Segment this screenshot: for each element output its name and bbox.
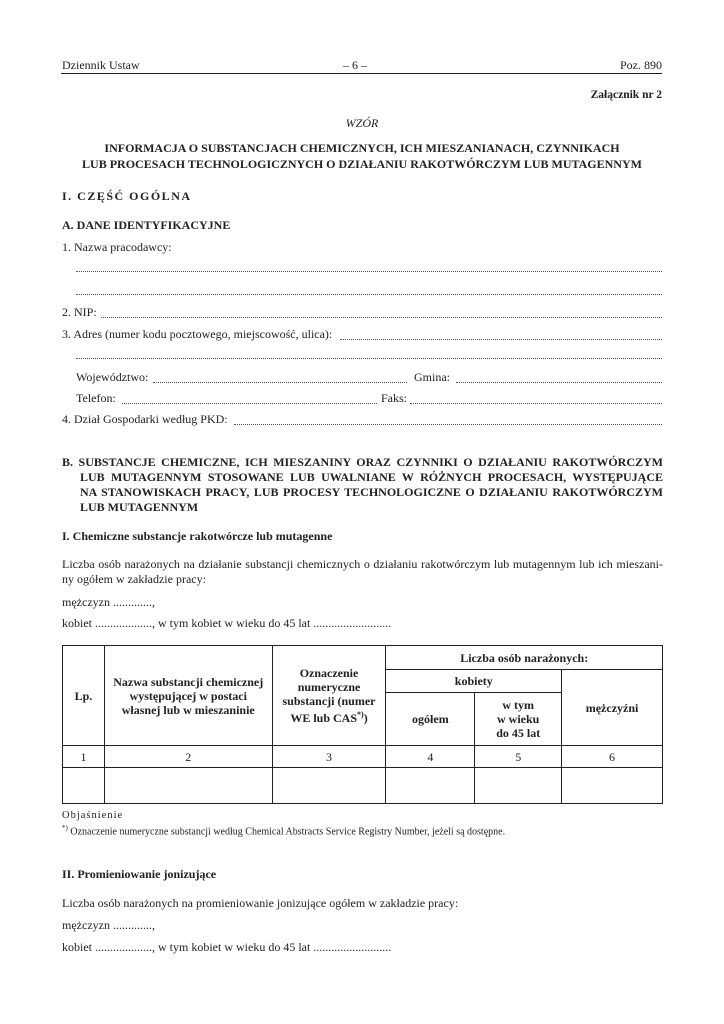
- nip-field[interactable]: [101, 305, 662, 318]
- table-cell[interactable]: [272, 768, 386, 804]
- radiation-men-count-field[interactable]: mężczyzn .............,: [62, 918, 155, 932]
- employer-name-field-2[interactable]: [76, 282, 662, 295]
- women-count-field[interactable]: kobiet ..................., w tym kobiet w wieku do 45 lat ..........................: [62, 616, 392, 630]
- address-field-1[interactable]: [340, 327, 662, 340]
- col-number: 2: [104, 746, 272, 768]
- table-number-row: [63, 746, 663, 768]
- municipality-field[interactable]: [456, 370, 662, 383]
- section-b-heading-line3: NA STANOWISKACH PRACY, LUB PROCESY TECHNOLOGICZNE O DZIAŁANIU RAKOTWÓRCZYM: [80, 485, 663, 499]
- subsection-1-heading: I. Chemiczne substancje rakotwórcze lub mutagenne: [62, 529, 333, 543]
- section-b-heading-line2: LUB MUTAGENNYM STOSOWANE LUB UWALNIANE W RÓŻNYCH PROCESACH, WYSTĘPUJĄCE: [80, 470, 663, 484]
- header-lp: Lp.: [63, 646, 105, 746]
- header-women-under-45: w tym w wieku do 45 lat: [475, 693, 562, 746]
- col-number: 1: [63, 746, 105, 768]
- subsection-2-intro: Liczba osób narażonych na promieniowanie jonizujące ogółem w zakładzie pracy:: [62, 896, 459, 910]
- table-cell[interactable]: [475, 768, 562, 804]
- section-a-heading: A. DANE IDENTYFIKACYJNE: [62, 218, 231, 232]
- section-b-heading-line4: LUB MUTAGENNYM: [80, 500, 199, 514]
- document-title-line1: INFORMACJA O SUBSTANCJACH CHEMICZNYCH, ICH MIESZANIANACH, CZYNNIKACH: [104, 141, 620, 155]
- employer-name-label: 1. Nazwa pracodawcy:: [62, 240, 172, 254]
- voivodeship-field[interactable]: [153, 370, 407, 383]
- template-label: WZÓR: [345, 116, 379, 130]
- header-women: kobiety: [386, 670, 562, 693]
- section-b-heading-line1: B. SUBSTANCJE CHEMICZNE, ICH MIESZANINY ORAZ CZYNNIKI O DZIAŁANIU RAKOTWÓRCZYM: [62, 455, 663, 469]
- col-number: 3: [272, 746, 386, 768]
- pkd-field[interactable]: [234, 412, 662, 425]
- employer-name-field-1[interactable]: [76, 259, 662, 272]
- fax-label: Faks:: [381, 391, 408, 405]
- substances-table: [62, 645, 663, 804]
- header-rule: [61, 73, 662, 74]
- address-label: 3. Adres (numer kodu pocztowego, miejscowość, ulica):: [62, 327, 333, 341]
- subsection-1-intro-line1: Liczba osób narażonych na działanie substancji chemicznych o działaniu rakotwórczym lub mutagennym lub ich mieszani-: [62, 557, 663, 571]
- men-count-field[interactable]: mężczyzn .............,: [62, 595, 155, 609]
- notes-text: *) Oznaczenie numeryczne substancji według Chemical Abstracts Service Registry Number, jeżeli są dostępne.: [62, 824, 506, 838]
- header-men: mężczyźni: [562, 670, 663, 746]
- table-row: [63, 768, 663, 804]
- pkd-label: 4. Dział Gospodarki według PKD:: [62, 412, 228, 426]
- col-number: 5: [475, 746, 562, 768]
- header-exposed: Liczba osób narażonych:: [386, 646, 663, 670]
- subsection-2-heading: II. Promieniowanie jonizujące: [62, 867, 217, 881]
- phone-label: Telefon:: [76, 391, 116, 405]
- document-title-line2: LUB PROCESACH TECHNOLOGICZNYCH O DZIAŁANIU RAKOTWÓRCZYM LUB MUTAGENNYM: [82, 157, 642, 171]
- table-cell[interactable]: [562, 768, 663, 804]
- subsection-1-intro-line2: ny ogółem w zakładzie pracy:: [62, 572, 206, 586]
- notes-label: Objaśnienie: [62, 810, 124, 821]
- table-cell[interactable]: [386, 768, 475, 804]
- col-number: 6: [562, 746, 663, 768]
- table-cell[interactable]: [63, 768, 105, 804]
- nip-label: 2. NIP:: [62, 305, 97, 319]
- fax-field[interactable]: [410, 391, 662, 404]
- part-heading: I. CZĘŚĆ OGÓLNA: [62, 189, 192, 203]
- radiation-women-count-field[interactable]: kobiet ..................., w tym kobiet w wieku do 45 lat ..........................: [62, 940, 392, 954]
- page-number: – 6 –: [343, 58, 367, 72]
- municipality-label: Gmina:: [414, 370, 450, 384]
- header-substance-name: Nazwa substancji chemicznej występującej w postaci własnej lub w mieszaninie: [104, 646, 272, 746]
- annex-label: Załącznik nr 2: [590, 89, 662, 101]
- voivodeship-label: Województwo:: [76, 370, 149, 384]
- address-field-2[interactable]: [76, 346, 662, 359]
- table-cell[interactable]: [104, 768, 272, 804]
- position-number: Poz. 890: [620, 58, 662, 72]
- header-women-total: ogółem: [386, 693, 475, 746]
- journal-name: Dziennik Ustaw: [62, 58, 140, 72]
- header-substance-id: Oznaczenie numeryczne substancji (numer WE lub CAS*)): [272, 646, 386, 746]
- phone-field[interactable]: [122, 391, 377, 404]
- col-number: 4: [386, 746, 475, 768]
